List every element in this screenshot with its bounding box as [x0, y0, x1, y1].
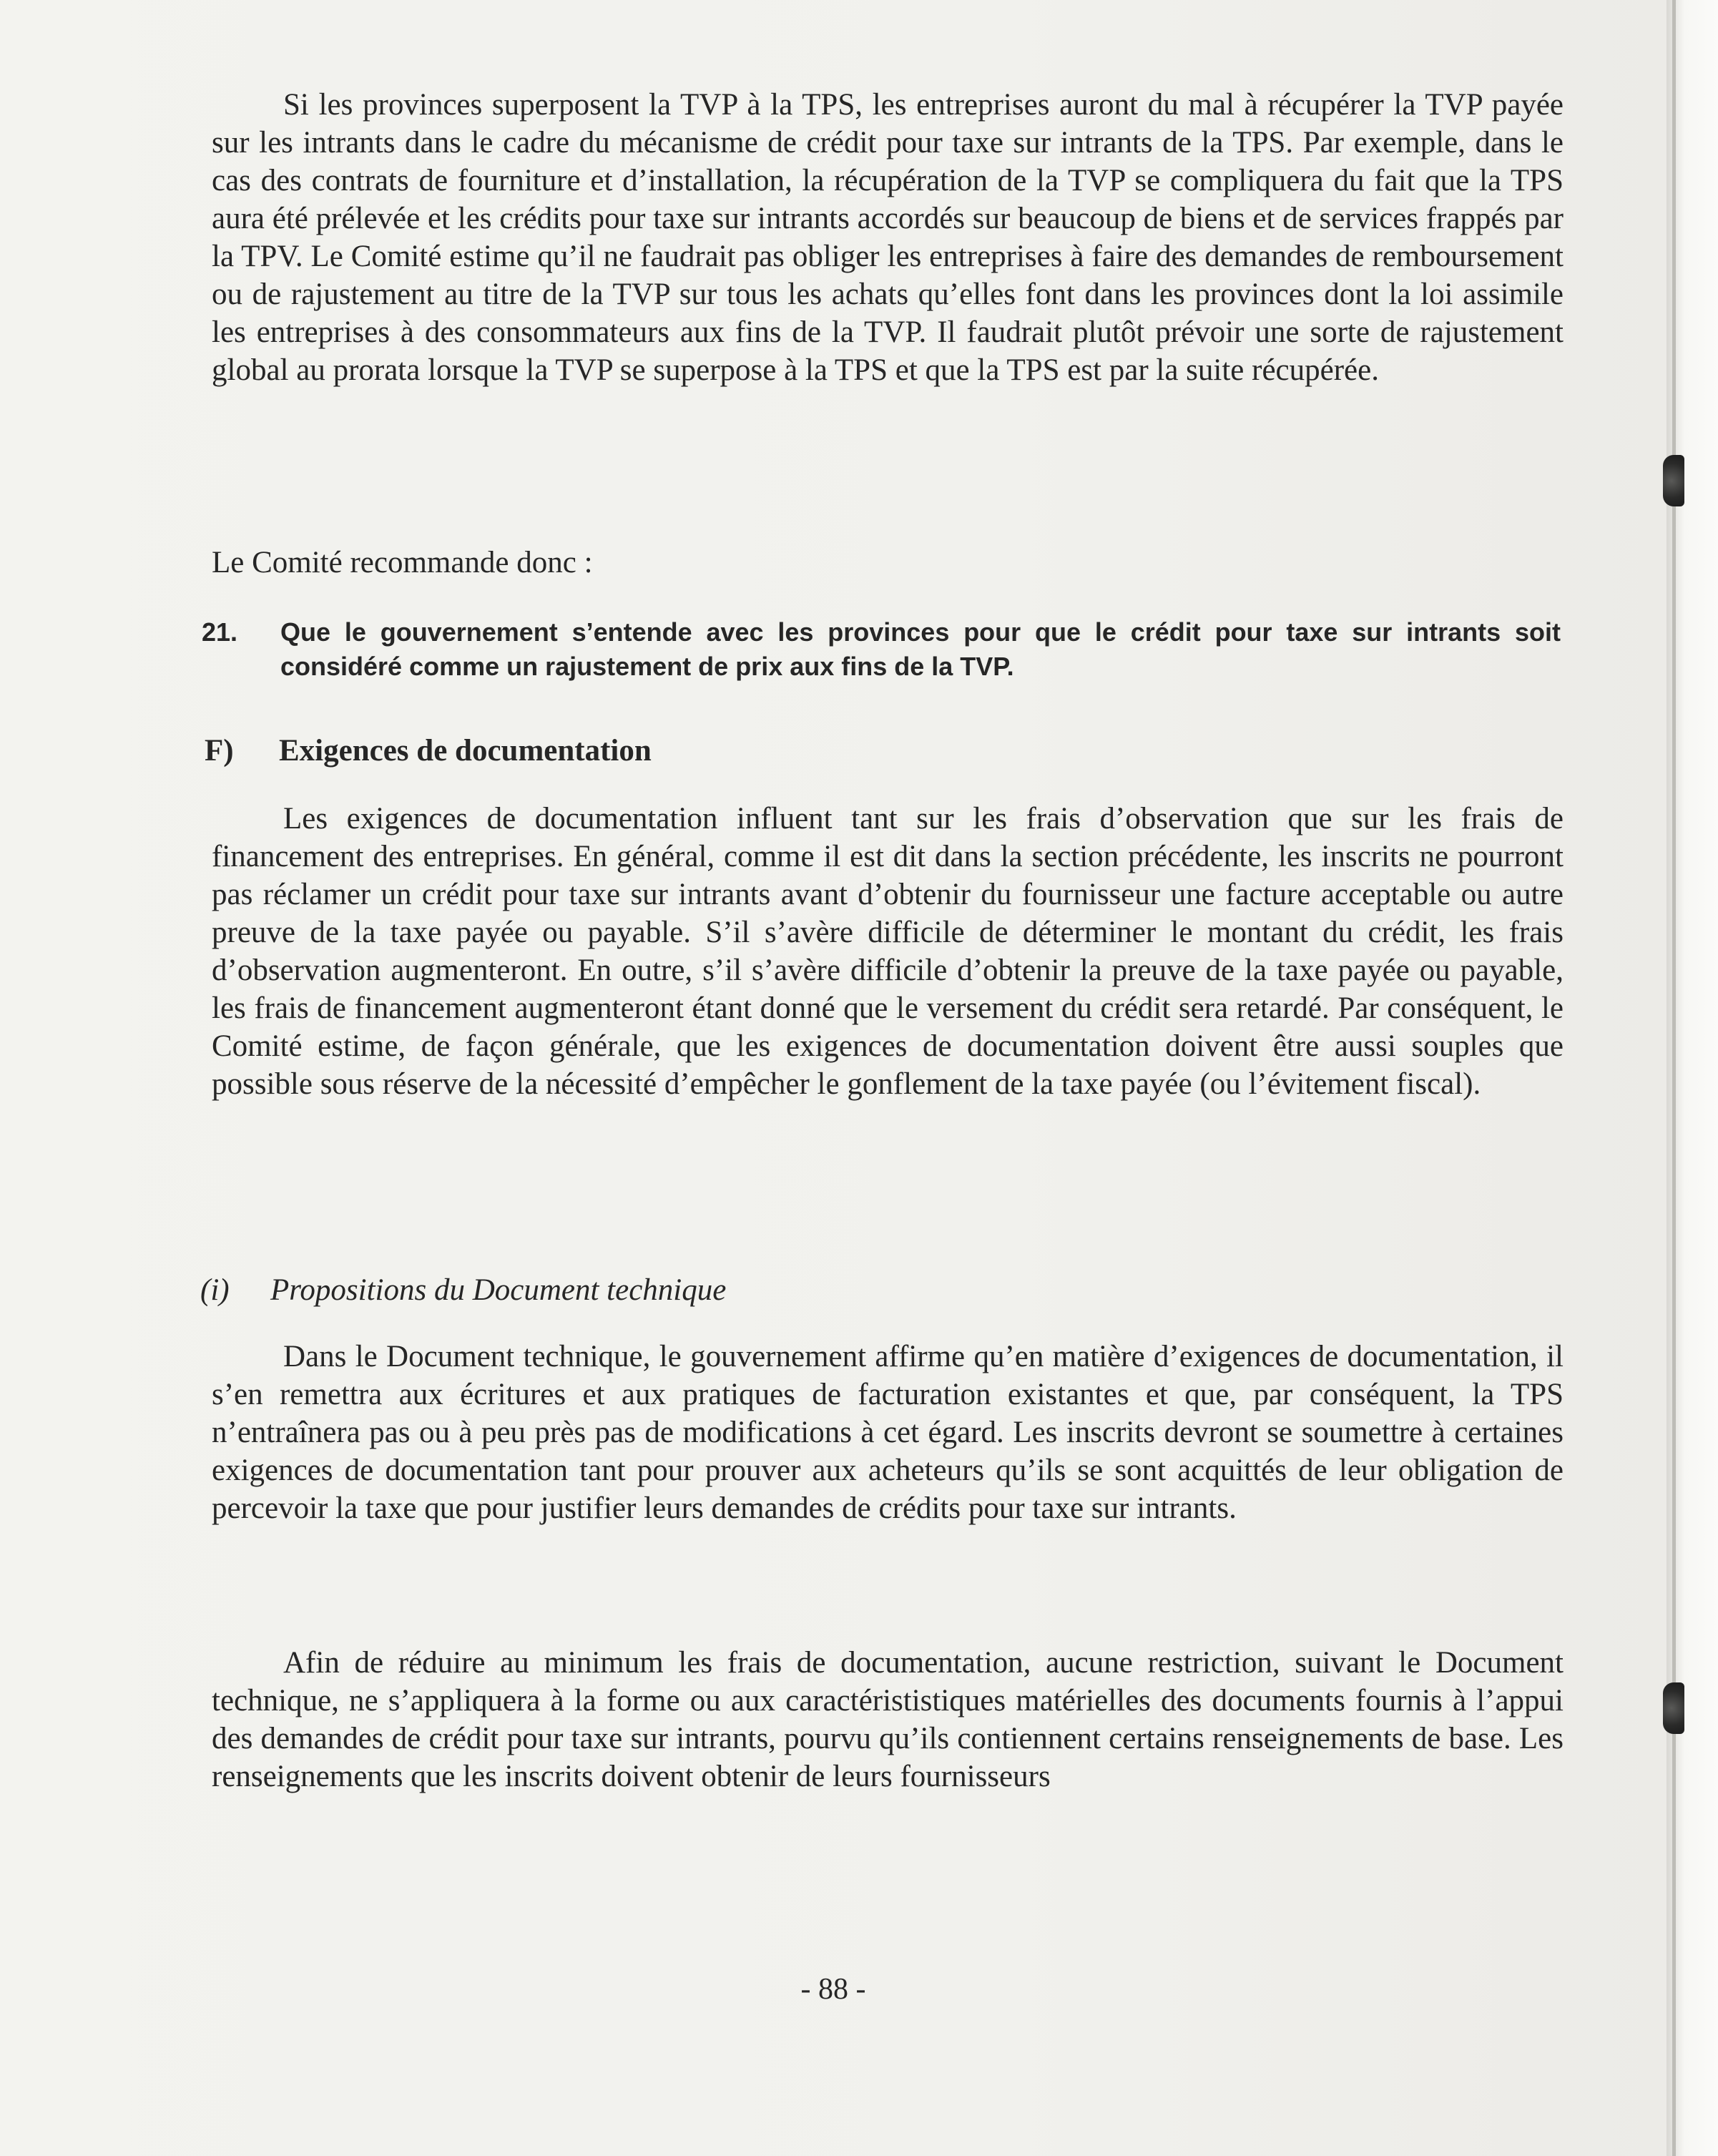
binding-line — [1672, 0, 1676, 2156]
section-title: Exigences de documentation — [279, 734, 652, 768]
section-letter: F) — [205, 734, 234, 768]
binder-clip-icon — [1663, 1682, 1684, 1734]
paragraph-technical-document: Dans le Document technique, le gouvernement affirme qu’en matière d’exigences de documentation, il s’en remettra aux écritures et aux pratiques de facturation existantes et que, par conséquent, la TPS n’entraînera pas ou à peu près pas de modifications à cet égard. Les inscrits devront se soumettre à certaines exigences de documentation tant pour prouver aux acheteurs qu’ils se sont acquittés de leur obligation de percevoir la taxe que pour justifier leurs demandes de crédits pour taxe sur intrants. — [212, 1340, 1564, 1525]
recommendation-text: Que le gouvernement s’entende avec les provinces pour que le crédit pour taxe sur intrants soit considéré comme un rajustement de prix aux fins de la TVP. — [280, 617, 1561, 681]
page-number: - 88 - — [800, 1973, 866, 2006]
recommendation-number: 21. — [202, 617, 238, 647]
subsection-numeral: (i) — [200, 1273, 230, 1307]
paragraph-documentation-requirements: Les exigences de documentation influent tant sur les frais d’observation que sur les frais de financement des entreprises. En général, comme il est dit dans la section précédente, les inscrits ne pourront pas réclamer un crédit pour taxe sur intrants avant d’obtenir du fournisseur une facture acceptable ou autre preuve de la taxe payée ou payable. S’il s’avère difficile de déterminer le montant du crédit, les frais d’observation augmenteront. En outre, s’il s’avère difficile d’obtenir la preuve de la taxe payée ou payable, les frais de financement augmenteront étant donné que le versement du crédit sera retardé. Par conséquent, le Comité estime, de façon générale, que les exigences de documentation doivent être aussi souples que possible sous réserve de la nécessité d’empêcher le gonflement de la taxe payée (ou l’évitement fiscal). — [212, 802, 1564, 1101]
binder-clip-icon — [1663, 455, 1684, 506]
subsection-title: Propositions du Document technique — [270, 1273, 727, 1307]
paragraph-tvp-superposition: Si les provinces superposent la TVP à la TPS, les entreprises auront du mal à récupérer la TVP payée sur les intrants dans le cadre du mécanisme de crédit pour taxe sur intrants de la TPS. Par exemple, dans le cas des contrats de fourniture et d’installation, la récupération de la TVP se compliquera du fait que la TPS aura été prélevée et les crédits pour taxe sur intrants accordés sur beaucoup de biens et de services frappés par la TPV. Le Comité estime qu’il ne faudrait pas obliger les entreprises à faire des demandes de remboursement ou de rajustement au titre de la TVP sur tous les achats qu’elles font dans les provinces dont la loi assimile les entreprises à des consommateurs aux fins de la TVP. Il faudrait plutôt prévoir une sorte de rajustement global au prorata lorsque la TVP se superpose à la TPS et que la TPS est par la suite récupérée. — [212, 88, 1564, 387]
subsection-heading — [200, 1271, 726, 1309]
recommendation-intro: Le Comité recommande donc : — [212, 546, 593, 579]
paragraph-documentation-costs: Afin de réduire au minimum les frais de documentation, aucune restriction, suivant le Document technique, ne s’appliquera à la forme ou aux caractérististiques matérielles des documents fournis à l’appui des demandes de crédit pour taxe sur intrants, pourvu qu’ils contiennent certains renseignements de base. Les renseignements que les inscrits doivent obtenir de leurs fournisseurs — [212, 1646, 1564, 1793]
